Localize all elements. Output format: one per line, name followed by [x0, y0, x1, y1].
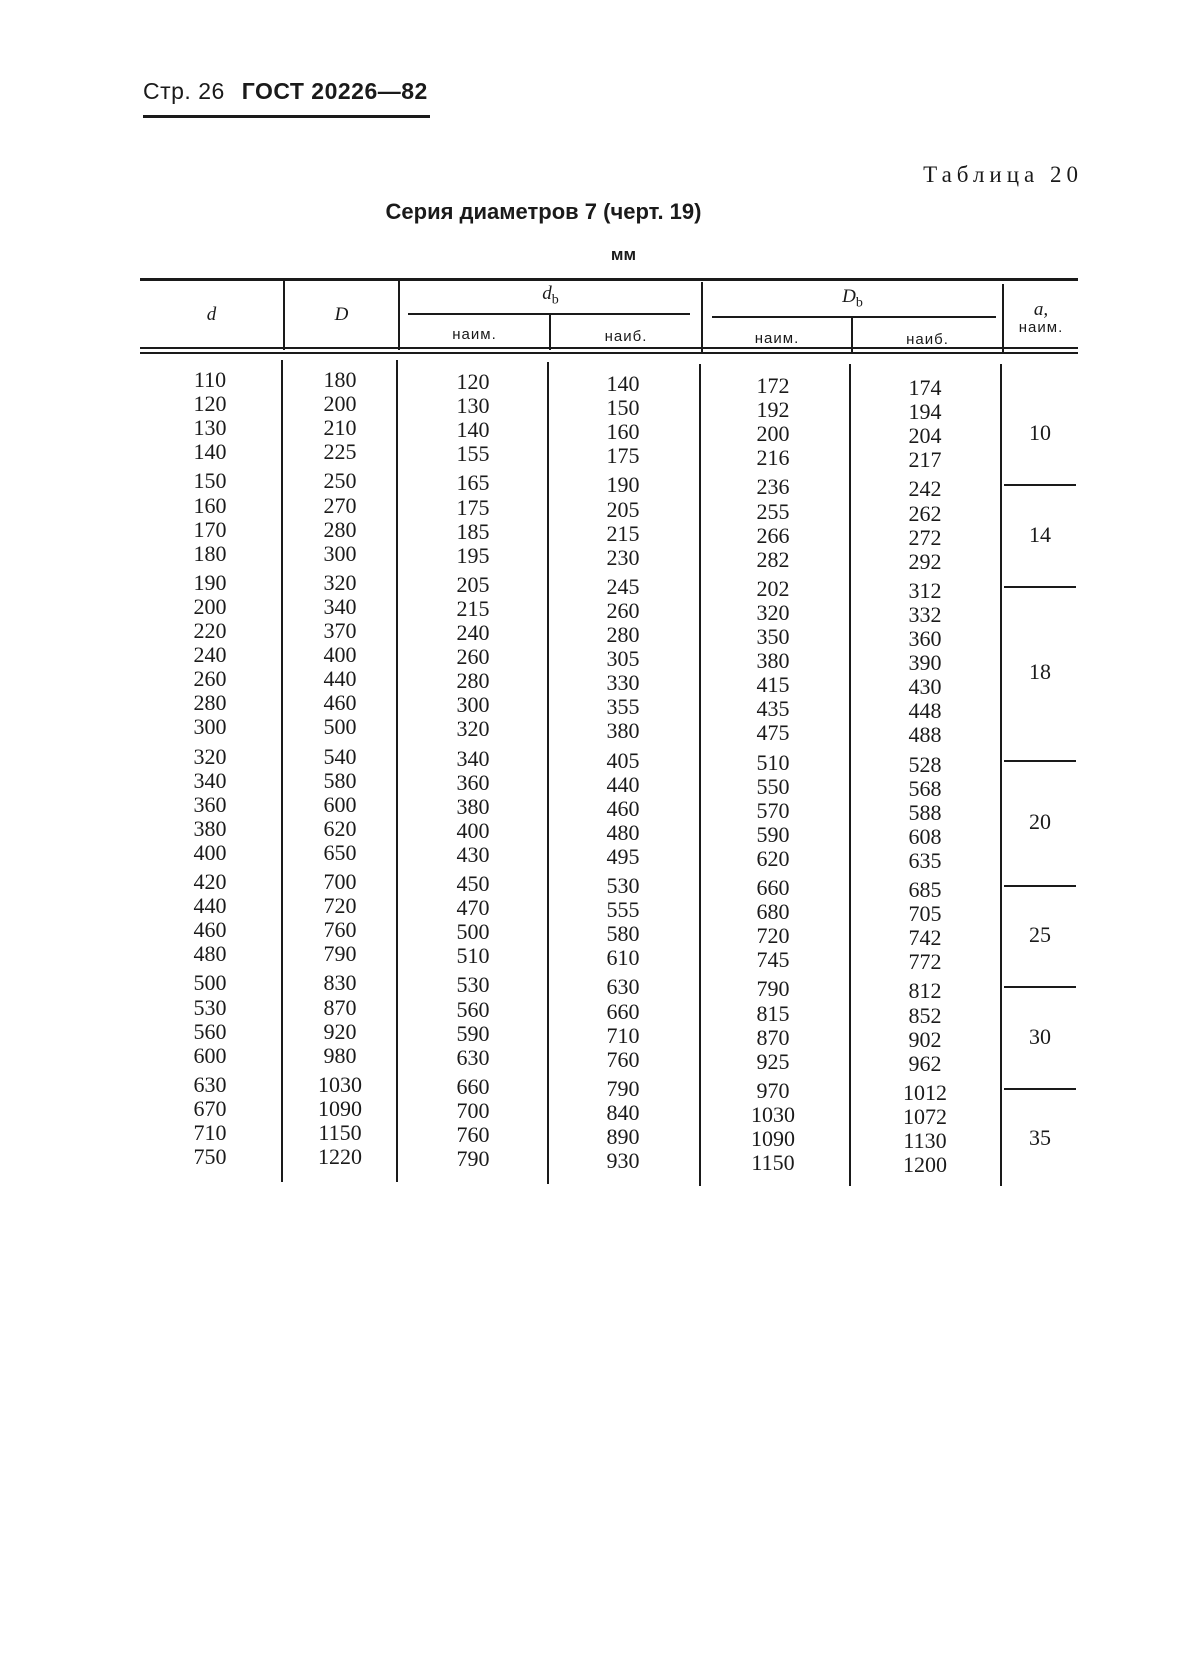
cell: 266 — [756, 522, 790, 548]
cell: 236 — [756, 474, 790, 500]
cell: 205 — [456, 571, 490, 597]
cell: 742 — [908, 925, 942, 951]
cell: 745 — [756, 947, 790, 973]
cell: 260 — [606, 597, 640, 623]
cell: 1150 — [751, 1150, 795, 1176]
cell: 240 — [193, 642, 227, 668]
cell: 550 — [756, 773, 790, 799]
cell: 120 — [193, 391, 227, 417]
cell: 260 — [456, 644, 490, 670]
a-group-divider — [1004, 760, 1076, 762]
cell: 568 — [908, 775, 942, 801]
cell: 460 — [323, 690, 357, 716]
cell: 332 — [908, 601, 942, 627]
cell: 380 — [193, 815, 227, 841]
a-group-divider — [1004, 586, 1076, 588]
cell: 1072 — [903, 1103, 947, 1129]
cell: 925 — [756, 1048, 790, 1074]
col-header-a: a, наим. — [1018, 299, 1064, 336]
cell: 174 — [908, 375, 942, 400]
cell: 380 — [606, 718, 640, 744]
cell: 280 — [323, 516, 357, 542]
cell: 430 — [456, 841, 490, 867]
a-min-value: 18 — [1029, 659, 1051, 685]
cell: 360 — [456, 769, 490, 795]
cell: 670 — [193, 1095, 227, 1121]
cell: 225 — [323, 439, 357, 465]
a-group-divider — [1004, 885, 1076, 887]
cell: 270 — [323, 492, 357, 518]
cell: 560 — [193, 1018, 227, 1044]
cell: 750 — [193, 1144, 227, 1170]
cell: 1220 — [318, 1144, 362, 1170]
cell: 140 — [456, 417, 490, 443]
cell: 255 — [756, 498, 790, 524]
cell: 405 — [606, 747, 640, 773]
cell: 415 — [756, 672, 790, 698]
a-group-divider — [1004, 986, 1076, 988]
cell: 172 — [756, 373, 790, 398]
cell: 790 — [606, 1075, 640, 1101]
body-vrule-5 — [849, 364, 851, 1186]
cell: 370 — [323, 618, 357, 643]
cell: 710 — [193, 1120, 227, 1145]
cell: 460 — [193, 917, 227, 943]
cell: 250 — [323, 468, 357, 494]
cell: 185 — [456, 518, 490, 544]
body-vrule-2 — [396, 360, 398, 1182]
cell: 440 — [193, 893, 227, 919]
cell: 620 — [756, 845, 790, 871]
cell: 530 — [606, 873, 640, 898]
cell: 292 — [908, 548, 942, 574]
cell: 194 — [908, 399, 942, 425]
cell: 830 — [323, 970, 357, 996]
cell: 300 — [193, 714, 227, 740]
cell: 165 — [456, 470, 490, 496]
cell: 1090 — [318, 1095, 362, 1121]
cell: 930 — [606, 1148, 640, 1174]
cell: 700 — [323, 869, 357, 894]
cell: 360 — [193, 791, 227, 817]
cell: 272 — [908, 524, 942, 550]
col-header-db-max: наиб. — [604, 328, 648, 345]
table-title: Серия диаметров 7 (черт. 19) — [385, 199, 702, 224]
cell: 500 — [456, 919, 490, 945]
cell: 400 — [456, 817, 490, 843]
table-number: Таблица 20 — [923, 162, 1083, 187]
cell: 312 — [908, 577, 942, 603]
cell: 155 — [456, 441, 490, 467]
cell: 1012 — [903, 1079, 947, 1105]
cell: 970 — [756, 1077, 790, 1103]
cell: 495 — [606, 843, 640, 869]
cell: 480 — [606, 819, 640, 845]
cell: 812 — [908, 978, 942, 1004]
cell: 130 — [456, 393, 490, 419]
cell: 488 — [908, 722, 942, 748]
cell: 902 — [908, 1026, 942, 1052]
table-top-rule — [140, 278, 1078, 281]
cell: 815 — [756, 1000, 790, 1026]
col-header-Db-max: наиб. — [906, 331, 949, 348]
cell: 555 — [606, 897, 640, 923]
cell: 1200 — [903, 1152, 947, 1178]
cell: 150 — [606, 395, 640, 421]
body-vrule-4 — [699, 364, 701, 1186]
cell: 470 — [456, 895, 490, 921]
cell: 870 — [323, 994, 357, 1020]
table-header-rule-2 — [140, 352, 1078, 354]
cell: 480 — [193, 941, 227, 967]
a-group-divider — [1004, 1088, 1076, 1090]
cell: 680 — [756, 899, 790, 925]
cell: 630 — [193, 1071, 227, 1097]
header-rule — [143, 115, 430, 118]
a-min-value: 14 — [1029, 521, 1051, 547]
cell: 180 — [323, 367, 357, 392]
cell: 475 — [756, 720, 790, 746]
cell: 450 — [456, 871, 490, 896]
cell: 260 — [193, 666, 227, 692]
cell: 140 — [193, 439, 227, 465]
cell: 510 — [456, 943, 490, 969]
cell: 262 — [908, 500, 942, 526]
cell: 202 — [756, 575, 790, 601]
cell: 500 — [193, 970, 227, 996]
a-group-divider — [1004, 484, 1076, 486]
cell: 510 — [756, 749, 790, 775]
cell: 1090 — [751, 1126, 795, 1151]
cell: 790 — [323, 941, 357, 967]
cell: 217 — [908, 447, 942, 473]
cell: 170 — [193, 516, 227, 542]
page-label: Стр. 26 — [143, 78, 225, 104]
cell: 340 — [323, 593, 357, 619]
cell: 560 — [456, 996, 490, 1022]
cell: 660 — [756, 875, 790, 900]
cell: 350 — [756, 624, 790, 649]
cell: 340 — [193, 767, 227, 793]
cell: 720 — [323, 893, 357, 919]
cell: 870 — [756, 1024, 790, 1050]
cell: 216 — [756, 445, 790, 471]
cell: 240 — [456, 620, 490, 645]
cell: 400 — [193, 839, 227, 865]
a-min-value: 10 — [1029, 420, 1051, 446]
col-header-db-min: наим. — [452, 326, 497, 343]
cell: 300 — [323, 540, 357, 566]
cell: 150 — [193, 468, 227, 494]
cell: 710 — [606, 1022, 640, 1048]
cell: 980 — [323, 1042, 357, 1068]
a-min-value: 25 — [1029, 922, 1051, 948]
cell: 215 — [456, 595, 490, 621]
Db-subheader-rule — [712, 316, 996, 318]
cell: 282 — [756, 546, 790, 572]
cell: 140 — [606, 371, 640, 396]
cell: 588 — [908, 799, 942, 825]
cell: 280 — [193, 690, 227, 716]
cell: 320 — [193, 743, 227, 769]
cell: 920 — [323, 1018, 357, 1044]
cell: 420 — [193, 869, 227, 894]
cell: 110 — [193, 367, 227, 392]
cell: 630 — [606, 974, 640, 1000]
cell: 700 — [456, 1097, 490, 1123]
a-min-value: 20 — [1029, 808, 1051, 834]
cell: 180 — [193, 540, 227, 566]
cell: 530 — [456, 972, 490, 998]
cell: 530 — [193, 994, 227, 1020]
cell: 1130 — [903, 1128, 947, 1153]
body-vrule-3 — [547, 362, 549, 1184]
cell: 570 — [756, 797, 790, 823]
body-vrule-1 — [281, 360, 283, 1182]
cell: 330 — [606, 670, 640, 696]
cell: 435 — [756, 696, 790, 722]
cell: 160 — [193, 492, 227, 518]
cell: 200 — [193, 593, 227, 619]
cell: 245 — [606, 573, 640, 599]
cell: 230 — [606, 544, 640, 570]
cell: 540 — [323, 743, 357, 769]
cell: 1150 — [318, 1120, 362, 1145]
cell: 890 — [606, 1124, 640, 1149]
cell: 1030 — [751, 1101, 795, 1127]
cell: 760 — [323, 917, 357, 943]
body-vrule-6 — [1000, 364, 1002, 1186]
cell: 242 — [908, 476, 942, 502]
cell: 660 — [456, 1073, 490, 1099]
cell: 630 — [456, 1044, 490, 1070]
cell: 320 — [323, 569, 357, 595]
cell: 962 — [908, 1050, 942, 1076]
cell: 580 — [323, 767, 357, 793]
cell: 635 — [908, 847, 942, 873]
cell: 460 — [606, 795, 640, 821]
cell: 790 — [756, 976, 790, 1002]
cell: 440 — [606, 771, 640, 797]
cell: 205 — [606, 496, 640, 522]
cell: 175 — [456, 494, 490, 520]
cell: 590 — [456, 1020, 490, 1046]
cell: 620 — [323, 815, 357, 841]
cell: 280 — [456, 668, 490, 694]
cell: 320 — [756, 599, 790, 625]
cell: 305 — [606, 646, 640, 672]
cell: 204 — [908, 423, 942, 449]
cell: 200 — [323, 391, 357, 417]
cell: 220 — [193, 618, 227, 643]
cell: 300 — [456, 692, 490, 718]
cell: 790 — [456, 1146, 490, 1172]
standard-code: ГОСТ 20226—82 — [241, 78, 428, 104]
col-header-db: $d_b$ — [542, 283, 559, 308]
cell: 210 — [323, 415, 357, 441]
cell: 120 — [456, 369, 490, 394]
cell: 280 — [606, 622, 640, 647]
cell: 852 — [908, 1002, 942, 1028]
cell: 1030 — [318, 1071, 362, 1097]
cell: 685 — [908, 877, 942, 902]
cell: 610 — [606, 945, 640, 971]
cell: 360 — [908, 626, 942, 651]
cell: 130 — [193, 415, 227, 441]
col-header-Db-min: наим. — [754, 330, 800, 347]
a-min-value: 35 — [1029, 1125, 1051, 1150]
cell: 760 — [606, 1046, 640, 1072]
cell: 580 — [606, 921, 640, 947]
cell: 215 — [606, 520, 640, 546]
cell: 190 — [193, 569, 227, 595]
units-label: мм — [610, 245, 637, 264]
cell: 440 — [323, 666, 357, 692]
cell: 320 — [456, 716, 490, 742]
cell: 195 — [456, 542, 490, 568]
cell: 192 — [756, 397, 790, 423]
cell: 720 — [756, 923, 790, 949]
cell: 340 — [456, 745, 490, 771]
cell: 705 — [908, 901, 942, 927]
cell: 772 — [908, 949, 942, 975]
cell: 448 — [908, 698, 942, 724]
cell: 200 — [756, 421, 790, 447]
running-head — [143, 78, 428, 105]
cell: 175 — [606, 443, 640, 469]
cell: 840 — [606, 1099, 640, 1125]
cell: 390 — [908, 650, 942, 676]
cell: 600 — [193, 1042, 227, 1068]
cell: 608 — [908, 823, 942, 849]
col-header-d: d — [206, 304, 217, 325]
a-min-value: 30 — [1029, 1023, 1051, 1049]
cell: 528 — [908, 751, 942, 777]
cell: 190 — [606, 472, 640, 498]
col-header-D: D — [334, 304, 349, 325]
cell: 380 — [456, 793, 490, 819]
col-header-Db: $D_b$ — [842, 286, 863, 311]
cell: 380 — [756, 648, 790, 674]
cell: 600 — [323, 791, 357, 817]
cell: 760 — [456, 1122, 490, 1147]
cell: 355 — [606, 694, 640, 720]
cell: 400 — [323, 642, 357, 668]
cell: 650 — [323, 839, 357, 865]
cell: 160 — [606, 419, 640, 445]
cell: 590 — [756, 821, 790, 847]
cell: 660 — [606, 998, 640, 1024]
cell: 500 — [323, 714, 357, 740]
cell: 430 — [908, 674, 942, 700]
